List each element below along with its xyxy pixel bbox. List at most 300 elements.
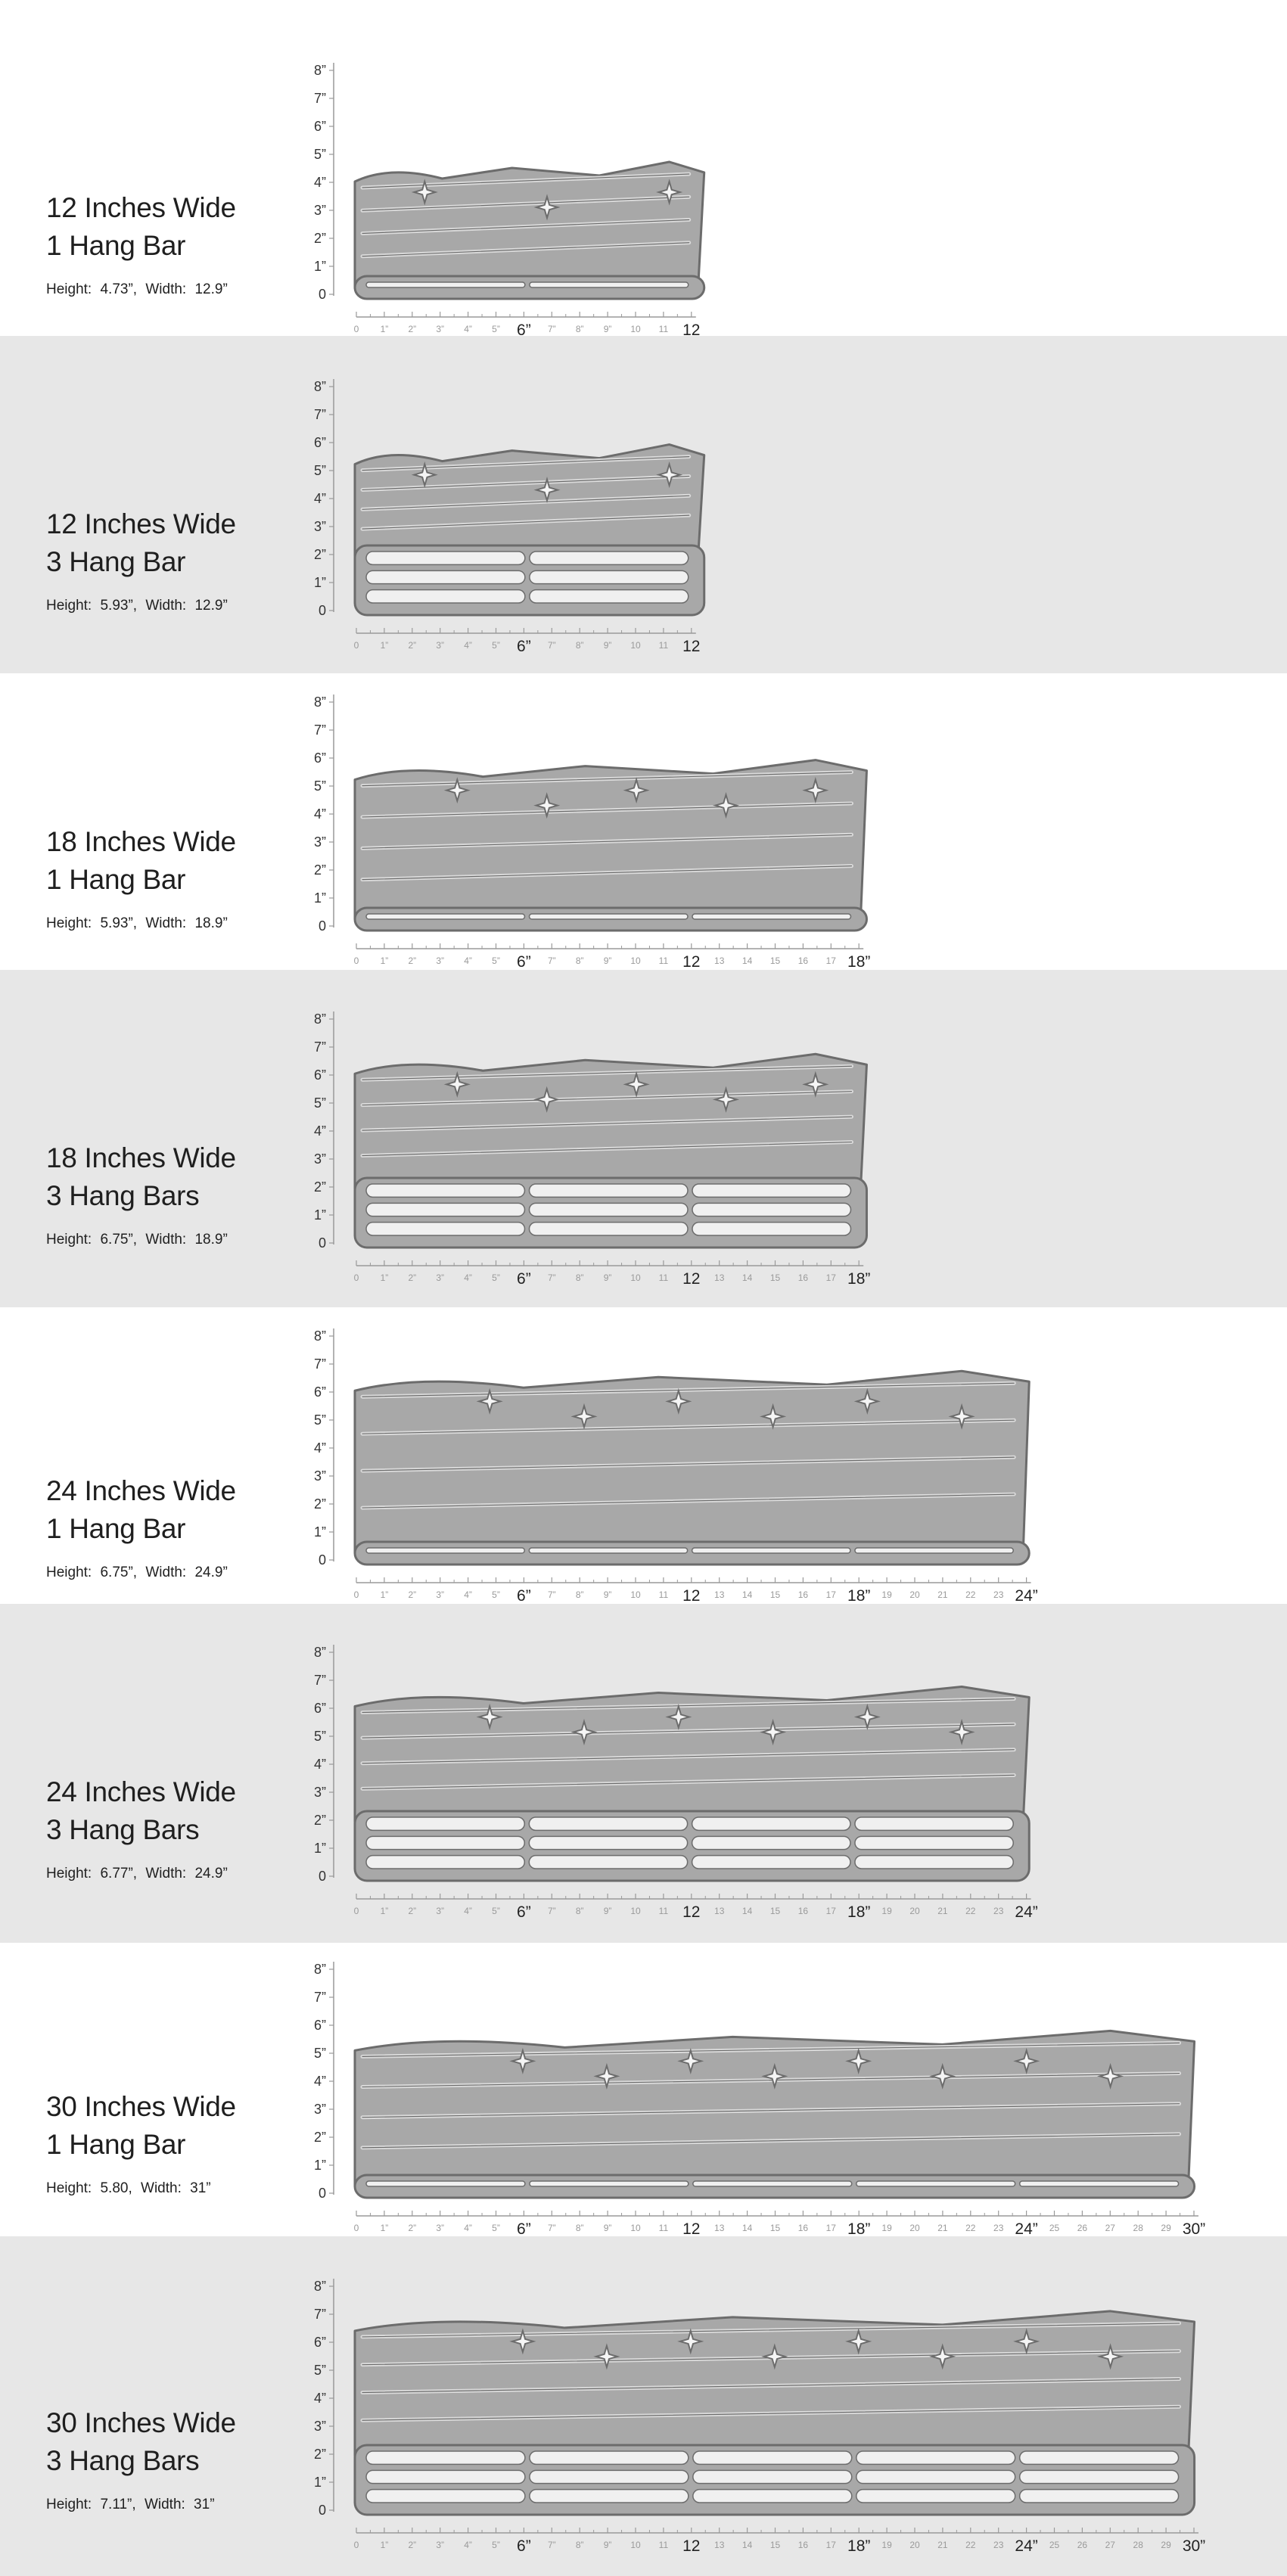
hang-bar-slot — [530, 2451, 689, 2464]
horizontal-ruler-label: 14 — [741, 2223, 753, 2233]
horizontal-ruler-label: 5” — [492, 1272, 500, 1283]
horizontal-ruler-major-label: 6” — [517, 953, 531, 971]
vertical-ruler-label: 5” — [313, 1729, 326, 1744]
size-title-line2: 3 Hang Bars — [46, 2445, 200, 2476]
horizontal-ruler-label: 0 — [353, 640, 359, 651]
vertical-ruler-label: 5” — [313, 2363, 326, 2378]
horizontal-ruler-label: 14 — [741, 956, 753, 966]
vertical-ruler-label: 4” — [313, 2074, 326, 2089]
horizontal-ruler-label: 8” — [575, 640, 584, 651]
horizontal-ruler-major-label: 6” — [517, 1587, 531, 1605]
horizontal-ruler-label: 16 — [797, 1906, 809, 1916]
horizontal-ruler-major-label: 30” — [1182, 2220, 1206, 2238]
width-value: Width: 18.9” — [145, 915, 228, 931]
rack-decorative-panel — [355, 445, 704, 556]
horizontal-ruler-major-label: 6” — [517, 2537, 531, 2555]
horizontal-ruler-label: 0 — [353, 1589, 359, 1600]
vertical-ruler-label: 6” — [313, 2018, 326, 2033]
vertical-ruler-label: 3” — [313, 519, 326, 534]
horizontal-ruler-label: 25 — [1049, 2223, 1060, 2233]
horizontal-ruler-label: 13 — [714, 1906, 725, 1916]
hang-bar-slot — [530, 2470, 689, 2483]
horizontal-ruler-label: 17 — [825, 1272, 836, 1283]
vertical-ruler-label: 3” — [313, 1785, 326, 1800]
horizontal-ruler-label: 2” — [408, 1272, 417, 1283]
horizontal-ruler-major-label: 6” — [517, 638, 531, 655]
vertical-ruler-label: 8” — [313, 1328, 326, 1344]
vertical-ruler-label: 3” — [313, 1468, 326, 1484]
horizontal-ruler-label: 1” — [380, 1272, 389, 1283]
hang-bar-slot — [530, 552, 689, 564]
hang-bar-slot — [366, 282, 525, 287]
size-title-line1: 18 Inches Wide — [46, 1142, 236, 1173]
height-value: Height: 5.93”, — [46, 598, 138, 614]
horizontal-ruler-label: 0 — [353, 956, 359, 966]
horizontal-ruler-label: 11 — [658, 956, 669, 966]
vertical-ruler-label: 8” — [313, 379, 326, 394]
vertical-ruler-label: 6” — [313, 435, 326, 450]
vertical-ruler-label: 5” — [313, 778, 326, 794]
horizontal-ruler-label: 25 — [1049, 2540, 1060, 2550]
horizontal-ruler-label: 19 — [881, 1589, 892, 1600]
vertical-ruler-label: 6” — [313, 750, 326, 766]
horizontal-ruler-major-label: 12 — [682, 2220, 701, 2238]
horizontal-ruler-major-label: 12 — [682, 1587, 701, 1605]
horizontal-ruler-label: 1” — [380, 956, 389, 966]
horizontal-ruler-major-label: 6” — [517, 2220, 531, 2238]
size-title-line1: 12 Inches Wide — [46, 192, 236, 223]
horizontal-ruler-label: 10 — [630, 956, 641, 966]
vertical-ruler-label: 6” — [313, 119, 326, 134]
horizontal-ruler-label: 8” — [575, 2223, 584, 2233]
vertical-ruler-label: 5” — [313, 1095, 326, 1111]
hang-bar-slot — [692, 1223, 850, 1235]
horizontal-ruler-major-label: 30” — [1182, 2537, 1206, 2555]
horizontal-ruler-label: 21 — [937, 1589, 948, 1600]
vertical-ruler-label: 7” — [313, 407, 326, 422]
horizontal-ruler-label: 9” — [603, 1906, 612, 1916]
horizontal-ruler-label: 14 — [741, 1589, 753, 1600]
hang-bar-slot — [692, 1184, 850, 1197]
size-title-line1: 12 Inches Wide — [46, 508, 236, 539]
vertical-ruler-label: 0 — [318, 1552, 326, 1568]
horizontal-ruler-label: 23 — [993, 2540, 1004, 2550]
horizontal-ruler-label: 4” — [464, 956, 472, 966]
horizontal-ruler-label: 10 — [630, 1272, 641, 1283]
vertical-ruler-label: 2” — [313, 862, 326, 878]
horizontal-ruler-label: 4” — [464, 1272, 472, 1283]
vertical-ruler-label: 1” — [313, 1524, 326, 1540]
size-title-line2: 1 Hang Bar — [46, 230, 186, 261]
horizontal-ruler-label: 5” — [492, 2223, 500, 2233]
horizontal-ruler-label: 3” — [436, 2223, 445, 2233]
horizontal-ruler-major-label: 24” — [1015, 1587, 1038, 1605]
horizontal-ruler-label: 10 — [630, 2540, 641, 2550]
horizontal-ruler-label: 4” — [464, 1906, 472, 1916]
height-value: Height: 4.73”, — [46, 281, 138, 297]
hang-bar-slot — [693, 2181, 852, 2186]
horizontal-ruler-label: 3” — [436, 956, 445, 966]
rack-decorative-panel — [355, 2311, 1195, 2456]
width-value: Width: 31” — [141, 2180, 211, 2196]
horizontal-ruler-label: 5” — [492, 2540, 500, 2550]
vertical-ruler-label: 4” — [313, 1440, 326, 1456]
horizontal-ruler-label: 5” — [492, 1589, 500, 1600]
vertical-ruler-label: 0 — [318, 2186, 326, 2201]
vertical-ruler-label: 8” — [313, 694, 326, 710]
horizontal-ruler-major-label: 6” — [517, 1270, 531, 1288]
hang-bar-slot — [366, 1203, 524, 1216]
horizontal-ruler-label: 4” — [464, 324, 472, 334]
horizontal-ruler-label: 7” — [547, 640, 556, 651]
horizontal-ruler-label: 15 — [769, 2223, 781, 2233]
hang-bar-slot — [529, 1184, 687, 1197]
horizontal-ruler-label: 0 — [353, 1906, 359, 1916]
width-value: Width: 31” — [144, 2497, 215, 2512]
vertical-ruler-label: 7” — [313, 91, 326, 106]
hang-bar-slot — [692, 1203, 850, 1216]
horizontal-ruler-major-label: 24” — [1015, 1903, 1038, 1921]
vertical-ruler-label: 8” — [313, 2279, 326, 2294]
horizontal-ruler-major-label: 18” — [847, 2537, 871, 2555]
horizontal-ruler-label: 15 — [769, 1906, 781, 1916]
horizontal-ruler-label: 11 — [658, 640, 669, 651]
hang-bar-slot — [530, 282, 689, 287]
horizontal-ruler-label: 11 — [658, 1272, 669, 1283]
vertical-ruler-label: 6” — [313, 2335, 326, 2350]
vertical-ruler-label: 5” — [313, 2046, 326, 2061]
vertical-ruler-label: 8” — [313, 1011, 326, 1027]
hang-bar-slot — [366, 1548, 524, 1553]
horizontal-ruler-label: 2” — [408, 1589, 417, 1600]
horizontal-ruler-label: 2” — [408, 640, 417, 651]
height-value: Height: 5.93”, — [46, 915, 138, 931]
vertical-ruler-label: 4” — [313, 806, 326, 822]
vertical-ruler-label: 3” — [313, 834, 326, 850]
horizontal-ruler-label: 27 — [1105, 2223, 1115, 2233]
vertical-ruler-label: 3” — [313, 1151, 326, 1167]
horizontal-ruler-label: 2” — [408, 2540, 417, 2550]
width-value: Width: 12.9” — [145, 598, 228, 614]
horizontal-ruler-label: 7” — [547, 1272, 556, 1283]
hang-bar-slot — [529, 1223, 687, 1235]
horizontal-ruler-major-label: 6” — [517, 322, 531, 339]
hang-bar-slot — [529, 1548, 687, 1553]
horizontal-ruler-label: 0 — [353, 1272, 359, 1283]
horizontal-ruler-label: 15 — [769, 1272, 781, 1283]
size-title-line2: 1 Hang Bar — [46, 2129, 186, 2160]
vertical-ruler-label: 7” — [313, 1673, 326, 1688]
horizontal-ruler-label: 20 — [909, 2540, 920, 2550]
horizontal-ruler-major-label: 12 — [682, 953, 701, 971]
vertical-ruler-label: 1” — [313, 259, 326, 274]
rack-decorative-panel — [355, 1371, 1029, 1552]
horizontal-ruler-label: 23 — [993, 2223, 1004, 2233]
horizontal-ruler-label: 0 — [353, 2223, 359, 2233]
horizontal-ruler-label: 17 — [825, 1906, 836, 1916]
horizontal-ruler-label: 16 — [797, 2223, 809, 2233]
horizontal-ruler-label: 11 — [658, 1589, 669, 1600]
horizontal-ruler-label: 13 — [714, 1589, 725, 1600]
horizontal-ruler-major-label: 12 — [682, 2537, 701, 2555]
horizontal-ruler-label: 9” — [603, 2223, 612, 2233]
size-title-line2: 3 Hang Bars — [46, 1814, 200, 1845]
hang-bar-slot — [366, 2451, 525, 2464]
vertical-ruler-label: 7” — [313, 1356, 326, 1372]
hang-bar-slot — [1020, 2490, 1179, 2503]
horizontal-ruler-label: 15 — [769, 1589, 781, 1600]
horizontal-ruler-major-label: 18” — [847, 953, 871, 971]
hang-bar-slot — [692, 1548, 850, 1553]
width-value: Width: 24.9” — [145, 1565, 228, 1580]
hang-bar-slot — [366, 1836, 524, 1849]
vertical-ruler-label: 2” — [313, 1813, 326, 1828]
hang-bar-slot — [366, 2181, 525, 2186]
horizontal-ruler-label: 3” — [436, 324, 445, 334]
horizontal-ruler-label: 3” — [436, 1906, 445, 1916]
vertical-ruler-label: 7” — [313, 1990, 326, 2005]
vertical-ruler-label: 2” — [313, 1496, 326, 1512]
vertical-ruler-label: 4” — [313, 175, 326, 190]
vertical-ruler-label: 4” — [313, 491, 326, 506]
hang-bar-slot — [693, 2470, 852, 2483]
vertical-ruler-label: 5” — [313, 147, 326, 162]
size-title-line2: 1 Hang Bar — [46, 1513, 186, 1544]
vertical-ruler-label: 2” — [313, 1179, 326, 1195]
vertical-ruler-label: 1” — [313, 1841, 326, 1856]
horizontal-ruler-label: 0 — [353, 324, 359, 334]
hang-bar-slot — [856, 2181, 1015, 2186]
vertical-ruler-label: 0 — [318, 1235, 326, 1251]
horizontal-ruler-label: 29 — [1161, 2223, 1171, 2233]
vertical-ruler-label: 1” — [313, 575, 326, 590]
height-value: Height: 6.77”, — [46, 1866, 138, 1882]
hang-bar-slot — [529, 1203, 687, 1216]
horizontal-ruler-label: 1” — [380, 2540, 389, 2550]
horizontal-ruler-label: 5” — [492, 1906, 500, 1916]
vertical-ruler-label: 2” — [313, 2130, 326, 2145]
horizontal-ruler-major-label: 18” — [847, 1587, 871, 1605]
vertical-ruler-label: 5” — [313, 1412, 326, 1428]
horizontal-ruler-label: 20 — [909, 2223, 920, 2233]
vertical-ruler-label: 4” — [313, 2391, 326, 2406]
hang-bar-slot — [366, 1223, 524, 1235]
horizontal-ruler-label: 7” — [547, 2223, 556, 2233]
hang-bar-slot — [366, 2470, 525, 2483]
hang-bar-slot — [856, 2490, 1015, 2503]
horizontal-ruler-label: 22 — [965, 1589, 976, 1600]
hang-bar-slot — [1020, 2451, 1179, 2464]
vertical-ruler-label: 8” — [313, 63, 326, 78]
horizontal-ruler-label: 1” — [380, 1906, 389, 1916]
size-title-line2: 1 Hang Bar — [46, 864, 186, 895]
hang-bar-slot — [692, 914, 850, 919]
horizontal-ruler-major-label: 12 — [682, 322, 701, 339]
horizontal-ruler-label: 1” — [380, 640, 389, 651]
horizontal-ruler-label: 13 — [714, 1272, 725, 1283]
vertical-ruler-label: 1” — [313, 890, 326, 906]
height-value: Height: 6.75”, — [46, 1232, 138, 1248]
horizontal-ruler-label: 8” — [575, 2540, 584, 2550]
horizontal-ruler-label: 23 — [993, 1589, 1004, 1600]
vertical-ruler-label: 6” — [313, 1701, 326, 1716]
horizontal-ruler-label: 11 — [658, 324, 669, 334]
hang-bar-slot — [366, 590, 525, 603]
horizontal-ruler-label: 3” — [436, 640, 445, 651]
horizontal-ruler-label: 11 — [658, 2223, 669, 2233]
horizontal-ruler-label: 17 — [825, 2540, 836, 2550]
horizontal-ruler-label: 9” — [603, 1589, 612, 1600]
horizontal-ruler-label: 28 — [1133, 2223, 1143, 2233]
horizontal-ruler-label: 4” — [464, 1589, 472, 1600]
hang-bar-slot — [530, 2181, 689, 2186]
horizontal-ruler-label: 13 — [714, 2540, 725, 2550]
vertical-ruler-label: 8” — [313, 1962, 326, 1977]
horizontal-ruler-label: 4” — [464, 640, 472, 651]
hang-bar-slot — [530, 2490, 689, 2503]
horizontal-ruler-label: 21 — [937, 2540, 948, 2550]
horizontal-ruler-major-label: 18” — [847, 1270, 871, 1288]
hang-bar-slot — [366, 1856, 524, 1869]
height-value: Height: 6.75”, — [46, 1565, 138, 1580]
horizontal-ruler-label: 20 — [909, 1906, 920, 1916]
horizontal-ruler-label: 7” — [547, 1906, 556, 1916]
horizontal-ruler-label: 15 — [769, 956, 781, 966]
horizontal-ruler-label: 8” — [575, 956, 584, 966]
vertical-ruler-label: 7” — [313, 722, 326, 738]
size-title-line1: 30 Inches Wide — [46, 2091, 236, 2122]
horizontal-ruler-label: 9” — [603, 640, 612, 651]
size-title-line2: 3 Hang Bar — [46, 546, 186, 577]
horizontal-ruler-label: 17 — [825, 1589, 836, 1600]
vertical-ruler-label: 0 — [318, 2503, 326, 2518]
size-title-line1: 18 Inches Wide — [46, 826, 236, 857]
horizontal-ruler-label: 10 — [630, 2223, 641, 2233]
hang-bar-slot — [529, 1817, 687, 1830]
horizontal-ruler-label: 14 — [741, 1906, 753, 1916]
horizontal-ruler-label: 2” — [408, 2223, 417, 2233]
horizontal-ruler-label: 3” — [436, 1272, 445, 1283]
horizontal-ruler-label: 1” — [380, 324, 389, 334]
hang-bar-slot — [856, 2451, 1015, 2464]
vertical-ruler-label: 6” — [313, 1384, 326, 1400]
hang-bar-slot — [692, 1836, 850, 1849]
vertical-ruler-label: 4” — [313, 1123, 326, 1139]
vertical-ruler-label: 8” — [313, 1645, 326, 1660]
horizontal-ruler-label: 0 — [353, 2540, 359, 2550]
vertical-ruler-label: 2” — [313, 231, 326, 246]
hang-bar-slot — [366, 1817, 524, 1830]
horizontal-ruler-major-label: 12 — [682, 1903, 701, 1921]
horizontal-ruler-label: 21 — [937, 2223, 948, 2233]
horizontal-ruler-label: 17 — [825, 2223, 836, 2233]
horizontal-ruler-label: 7” — [547, 2540, 556, 2550]
horizontal-ruler-label: 19 — [881, 1906, 892, 1916]
horizontal-ruler-label: 8” — [575, 1589, 584, 1600]
horizontal-ruler-major-label: 18” — [847, 1903, 871, 1921]
horizontal-ruler-major-label: 24” — [1015, 2537, 1038, 2555]
vertical-ruler-label: 3” — [313, 2102, 326, 2117]
horizontal-ruler-label: 19 — [881, 2223, 892, 2233]
horizontal-ruler-major-label: 12 — [682, 1270, 701, 1288]
horizontal-ruler-label: 19 — [881, 2540, 892, 2550]
vertical-ruler-label: 1” — [313, 2475, 326, 2490]
hang-bar-slot — [693, 2451, 852, 2464]
vertical-ruler-label: 3” — [313, 2419, 326, 2434]
hang-bar-slot — [530, 590, 689, 603]
height-value: Height: 7.11”, — [46, 2497, 136, 2512]
hang-bar-slot — [529, 1856, 687, 1869]
hang-bar-slot — [855, 1836, 1013, 1849]
height-value: Height: 5.80, — [46, 2180, 132, 2196]
horizontal-ruler-label: 16 — [797, 2540, 809, 2550]
horizontal-ruler-label: 26 — [1077, 2223, 1088, 2233]
horizontal-ruler-label: 23 — [993, 1906, 1004, 1916]
horizontal-ruler-label: 4” — [464, 2540, 472, 2550]
hang-bar-slot — [692, 1817, 850, 1830]
horizontal-ruler-label: 8” — [575, 1906, 584, 1916]
horizontal-ruler-label: 4” — [464, 2223, 472, 2233]
horizontal-ruler-label: 3” — [436, 2540, 445, 2550]
horizontal-ruler-label: 28 — [1133, 2540, 1143, 2550]
horizontal-ruler-label: 22 — [965, 2540, 976, 2550]
horizontal-ruler-label: 8” — [575, 324, 584, 334]
horizontal-ruler-major-label: 18” — [847, 2220, 871, 2238]
horizontal-ruler-major-label: 12 — [682, 638, 701, 655]
horizontal-ruler-label: 7” — [547, 956, 556, 966]
horizontal-ruler-label: 10 — [630, 324, 641, 334]
size-title-line2: 3 Hang Bars — [46, 1180, 200, 1211]
vertical-ruler-label: 0 — [318, 287, 326, 302]
horizontal-ruler-label: 11 — [658, 1906, 669, 1916]
horizontal-ruler-label: 3” — [436, 1589, 445, 1600]
horizontal-ruler-label: 9” — [603, 1272, 612, 1283]
horizontal-ruler-label: 13 — [714, 2223, 725, 2233]
horizontal-ruler-label: 10 — [630, 1589, 641, 1600]
horizontal-ruler-label: 20 — [909, 1589, 920, 1600]
vertical-ruler-label: 0 — [318, 1869, 326, 1884]
horizontal-ruler-label: 11 — [658, 2540, 669, 2550]
vertical-ruler-label: 2” — [313, 2447, 326, 2462]
horizontal-ruler-major-label: 6” — [517, 1903, 531, 1921]
horizontal-ruler-label: 2” — [408, 956, 417, 966]
horizontal-ruler-label: 9” — [603, 324, 612, 334]
horizontal-ruler-label: 14 — [741, 2540, 753, 2550]
width-value: Width: 18.9” — [145, 1232, 228, 1248]
horizontal-ruler-label: 2” — [408, 1906, 417, 1916]
size-title-line1: 24 Inches Wide — [46, 1776, 236, 1807]
horizontal-ruler-label: 16 — [797, 1272, 809, 1283]
vertical-ruler-label: 3” — [313, 203, 326, 218]
hang-bar-slot — [366, 914, 524, 919]
hang-bar-slot — [366, 552, 525, 564]
hang-bar-slot — [855, 1856, 1013, 1869]
size-title-line1: 30 Inches Wide — [46, 2407, 236, 2438]
hang-bar-slot — [529, 914, 687, 919]
horizontal-ruler-label: 5” — [492, 956, 500, 966]
horizontal-ruler-label: 9” — [603, 2540, 612, 2550]
hang-bar-slot — [1020, 2470, 1179, 2483]
hang-bar-slot — [855, 1548, 1013, 1553]
horizontal-ruler-label: 8” — [575, 1272, 584, 1283]
horizontal-ruler-label: 2” — [408, 324, 417, 334]
horizontal-ruler-label: 14 — [741, 1272, 753, 1283]
horizontal-ruler-label: 10 — [630, 640, 641, 651]
horizontal-ruler-label: 21 — [937, 1906, 948, 1916]
hang-bar-slot — [529, 1836, 687, 1849]
horizontal-ruler-label: 26 — [1077, 2540, 1088, 2550]
horizontal-ruler-label: 16 — [797, 1589, 809, 1600]
